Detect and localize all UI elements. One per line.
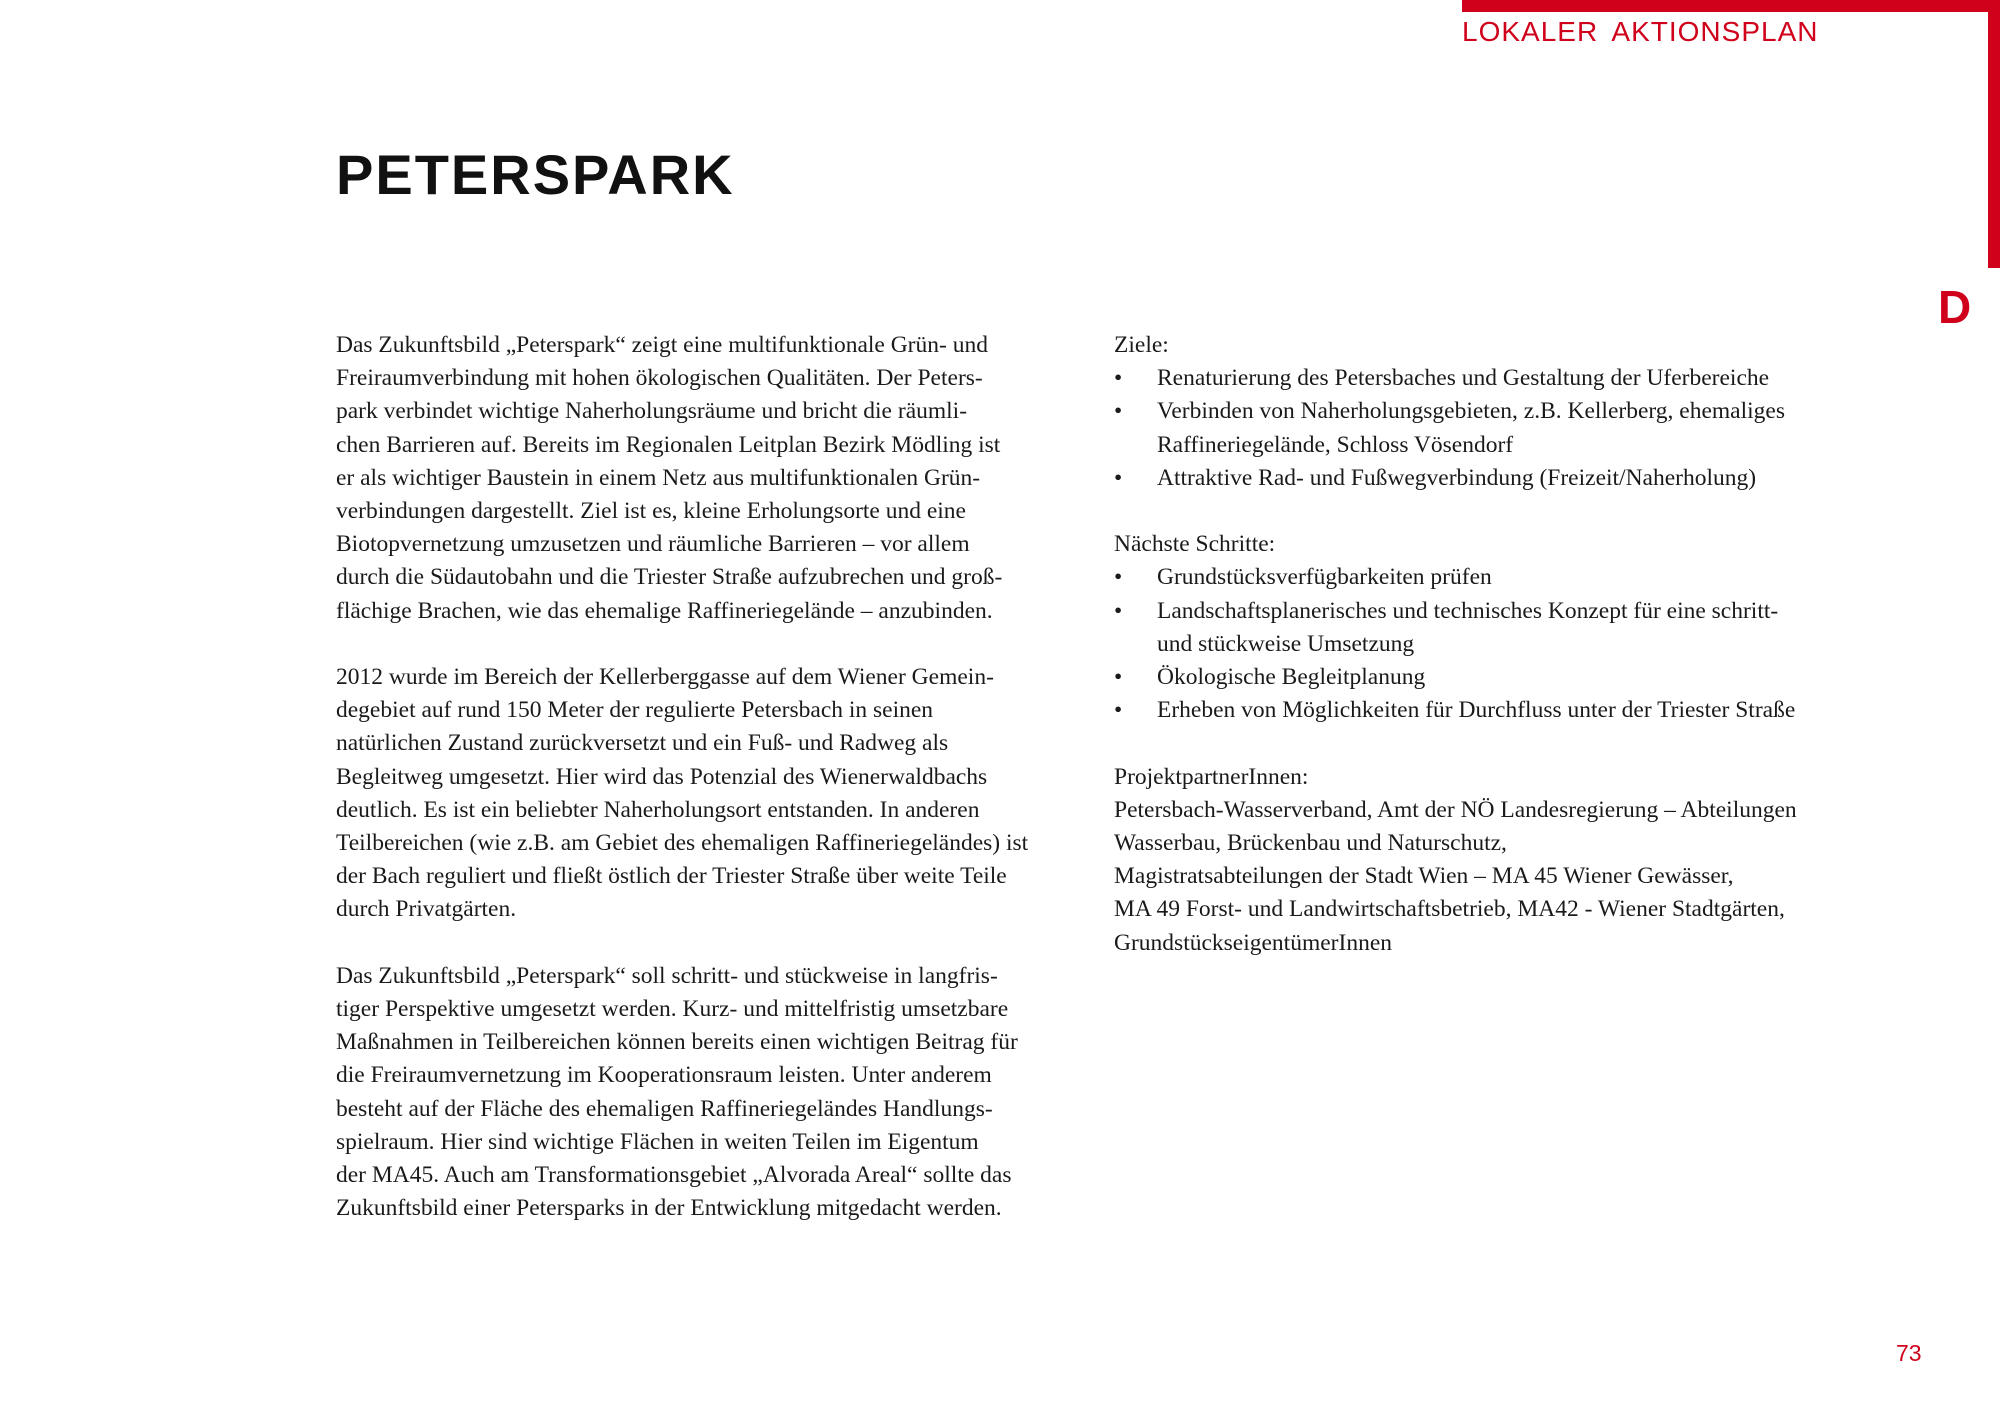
list-item (1114, 462, 1914, 495)
paragraph-intro (336, 329, 1100, 628)
text-line: Das Zukunftsbild „Peterspark“ zeigt eine multifunktionale Grün- und (336, 332, 988, 358)
chapter-letter: D (1938, 281, 1972, 333)
text-line: • Ökologische Begleitplanung (1157, 664, 1426, 691)
text-line: Magistratsabteilungen der Stadt Wien – MA 45 Wiener Gewässer, (1114, 863, 1734, 890)
text-line: verbindungen dargestellt. Ziel ist es, kleine Erholungsorte und eine (336, 498, 966, 525)
text-line: Petersbach-Wasserverband, Amt der NÖ Landesregierung – Abteilungen (1114, 796, 1797, 823)
text-line: Wasserbau, Brückenbau und Naturschutz, (1114, 830, 1507, 857)
list-item (1114, 694, 1914, 727)
text-line: und stückweise Umsetzung (1157, 630, 1415, 657)
text-line: durch die Südautobahn und die Triester Straße aufzubrechen und groß- (336, 564, 1003, 591)
text-line: • Attraktive Rad- und Fußwegverbindung (Freizeit/Naherholung) (1157, 464, 1757, 491)
next-steps-list (1114, 561, 1914, 727)
partners-section (1114, 761, 1914, 960)
text-line: flächige Brachen, wie das ehemalige Raffineriegelände – anzubinden. (336, 597, 993, 624)
text-line: Begleitweg umgesetzt. Hier wird das Potenzial des Wienerwaldbachs (336, 763, 988, 790)
text-line: der MA45. Auch am Transformationsgebiet „Alvorada Areal“ sollte das (336, 1162, 1012, 1189)
left-column (336, 329, 1100, 1259)
text-line: der Bach reguliert und fließt östlich der Triester Straße über weite Teile (336, 863, 1007, 890)
paragraph-history (336, 661, 1100, 927)
next-steps-heading: Nächste Schritte: (1114, 531, 1276, 558)
goals-section (1114, 329, 1914, 495)
text-line: Raffineriegelände, Schloss Vösendorf (1157, 431, 1514, 458)
text-line: besteht auf der Fläche des ehemaligen Raffineriegeländes Handlungs- (336, 1095, 993, 1122)
side-accent-bar (1988, 0, 2000, 268)
text-line: natürlichen Zustand zurückversetzt und ein Fuß- und Radweg als (336, 730, 949, 757)
text-line: MA 49 Forst- und Landwirtschaftsbetrieb, MA42 - Wiener Stadtgärten, (1114, 896, 1785, 923)
list-item (1114, 561, 1914, 594)
right-column (1114, 329, 1914, 993)
list-item (1114, 661, 1914, 694)
goals-heading: Ziele: (1114, 332, 1169, 358)
text-line: chen Barrieren auf. Bereits im Regionalen Leitplan Bezirk Mödling ist (336, 431, 1001, 458)
text-line: er als wichtiger Baustein in einem Netz aus multifunktionalen Grün- (336, 464, 981, 491)
text-line: GrundstückseigentümerInnen (1114, 929, 1393, 956)
partners-heading: ProjektpartnerInnen: (1114, 763, 1309, 790)
text-line: • Grundstücksverfügbarkeiten prüfen (1157, 564, 1492, 591)
list-item (1114, 595, 1914, 661)
list-item (1114, 395, 1914, 461)
text-line: Biotopvernetzung umzusetzen und räumliche Barrieren – vor allem (336, 531, 970, 558)
text-line: durch Privatgärten. (336, 896, 517, 923)
text-line: Freiraumverbindung mit hohen ökologischen Qualitäten. Der Peters- (336, 365, 983, 392)
text-line: Das Zukunftsbild „Peterspark“ soll schritt- und stückweise in langfris- (336, 962, 998, 989)
text-line: die Freiraumvernetzung im Kooperationsraum leisten. Unter anderem (336, 1062, 992, 1089)
text-line: • Landschaftsplanerisches und technisches Konzept für eine schritt- (1157, 597, 1779, 624)
text-line: spielraum. Hier sind wichtige Flächen in weiten Teilen im Eigentum (336, 1128, 979, 1155)
text-line: deutlich. Es ist ein beliebter Naherholungsort entstanden. In anderen (336, 796, 980, 823)
text-line: • Verbinden von Naherholungsgebieten, z.B. Kellerberg, ehemaliges (1157, 398, 1785, 425)
list-item (1114, 362, 1914, 395)
text-line: tiger Perspektive umgesetzt werden. Kurz- und mittelfristig umsetzbare (336, 996, 1009, 1023)
text-line: Zukunftsbild einer Petersparks in der Entwicklung mitgedacht werden. (336, 1195, 1002, 1222)
page-number: 73 (1896, 1340, 1922, 1366)
text-line: Teilbereichen (wie z.B. am Gebiet des ehemaligen Raffineriegeländes) ist (336, 830, 1029, 857)
text-line: • Erheben von Möglichkeiten für Durchfluss unter der Triester Straße (1157, 697, 1796, 724)
text-line: • Renaturierung des Petersbaches und Gestaltung der Uferbereiche (1157, 365, 1770, 392)
text-line: Maßnahmen in Teilbereichen können bereits einen wichtigen Beitrag für (336, 1029, 1018, 1056)
text-line: 2012 wurde im Bereich der Kellerberggasse auf dem Wiener Gemein- (336, 664, 994, 691)
goals-list (1114, 362, 1914, 495)
text-line: degebiet auf rund 150 Meter der regulierte Petersbach in seinen (336, 697, 934, 724)
section-label: LOKALER AKTIONSPLAN (1462, 16, 1819, 47)
paragraph-outlook (336, 960, 1100, 1226)
page-title: PETERSPARK (336, 143, 735, 206)
text-line: park verbindet wichtige Naherholungsräume und bricht die räumli- (336, 398, 968, 425)
next-steps-section (1114, 528, 1914, 727)
header-accent-bar (1462, 0, 2000, 12)
